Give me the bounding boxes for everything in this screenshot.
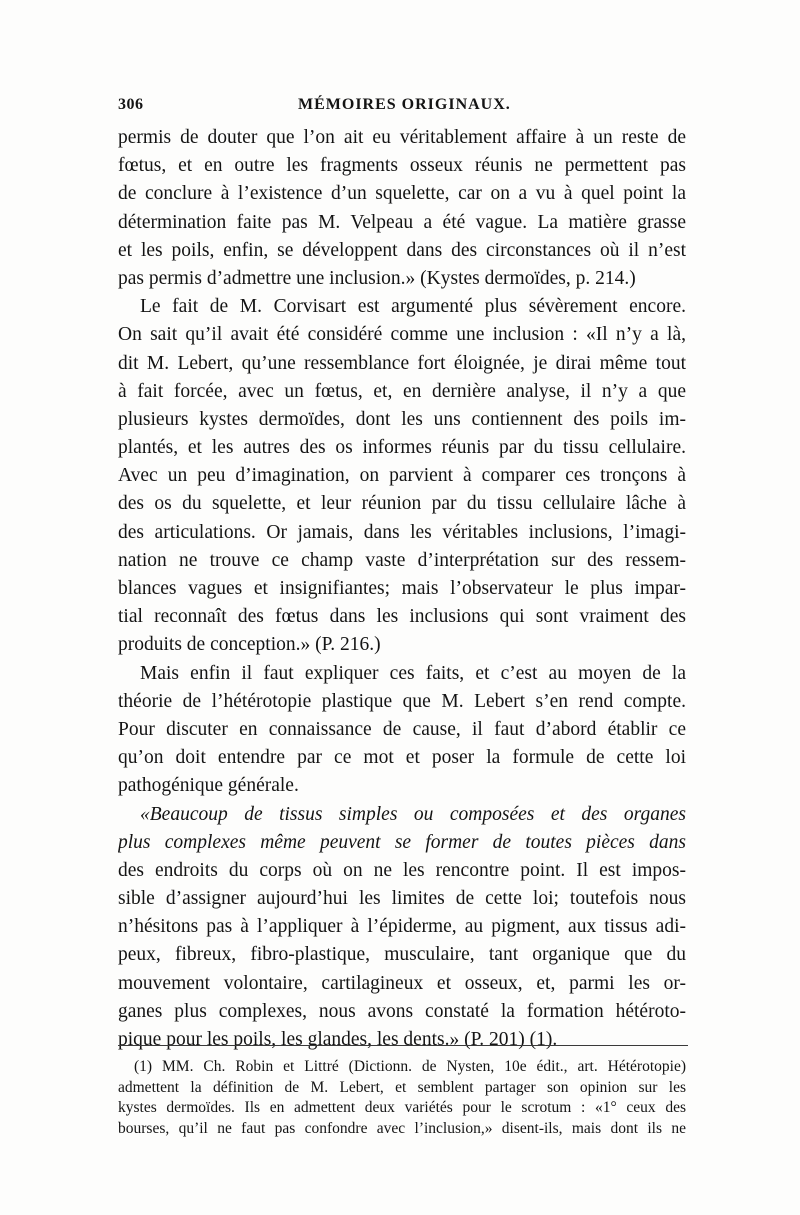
footnote-line: admettent la définition de M. Lebert, et semblent partager son opinion sur les: [118, 1078, 686, 1096]
text-line: permis de douter que l’on ait eu véritablement affaire à un reste de: [118, 127, 686, 148]
text-line: à fait forcée, avec un fœtus, et, en dernière analyse, il n’y a que: [118, 380, 686, 402]
text-line: pathogénique générale.: [118, 775, 299, 797]
text-line: plantés, et les autres des os informes réunis par du tissu cellulaire.: [118, 437, 686, 459]
text-line: Le fait de M. Corvisart est argumenté plus sévèrement encore.: [140, 296, 686, 318]
text-line: nation ne trouve ce champ vaste d’interprétation sur des ressem-: [118, 549, 686, 571]
text-line: Mais enfin il faut expliquer ces faits, et c’est au moyen de la: [140, 662, 686, 684]
footnote-line: bourses, qu’il ne faut pas confondre avec l’inclusion,» disent-ils, mais dont ils ne: [118, 1119, 686, 1137]
text-line: qu’on doit entendre par ce mot et poser la formule de cette loi: [118, 747, 686, 769]
text-line: peux, fibreux, fibro-plastique, musculaire, tant organique que du: [118, 944, 686, 966]
text-line: des endroits du corps où on ne les rencontre point. Il est impos-: [118, 859, 686, 881]
text-line: produits de conception.» (P. 216.): [118, 634, 381, 656]
text-line: des articulations. Or jamais, dans les véritables inclusions, l’imagi-: [118, 521, 686, 543]
text-line: fœtus, et en outre les fragments osseux réunis ne permettent pas: [118, 155, 686, 177]
page-header: [118, 96, 688, 120]
text-line: des os du squelette, et leur réunion par du tissu cellulaire lâche à: [118, 493, 686, 515]
text-line: dit M. Lebert, qu’une ressemblance fort éloignée, je dirai même tout: [118, 352, 686, 374]
text-line: blances vagues et insignifiantes; mais l’observateur le plus impar-: [118, 578, 686, 599]
footnote-line: kystes dermoïdes. Ils en admettent deux variétés pour le scrotum : «1° ceux des: [118, 1099, 686, 1116]
text-line: pas permis d’admettre une inclusion.» (Kystes dermoïdes, p. 214.): [118, 267, 636, 289]
text-line: et les poils, enfin, se développent dans des circonstances où il n’est: [118, 239, 686, 261]
body-text: [118, 124, 686, 1054]
text-line: mouvement volontaire, cartilagineux et osseux, et, parmi les or-: [118, 972, 686, 994]
text-line: plusieurs kystes dermoïdes, dont les uns contiennent des poils im-: [118, 408, 686, 430]
text-line: pique pour les poils, les glandes, les dents.» (P. 201) (1).: [118, 1029, 558, 1050]
text-line: Pour discuter en connaissance de cause, il faut d’abord établir ce: [118, 718, 686, 740]
italic-text-line: «Beaucoup de tissus simples ou composées et des organes: [140, 803, 686, 825]
footnote-line: (1) MM. Ch. Robin et Littré (Dictionn. de Nysten, 10e édit., art. Hétérotopie): [134, 1058, 686, 1075]
text-line: ganes plus complexes, nous avons constaté la formation hétéroto-: [118, 1000, 686, 1022]
text-line: de conclure à l’existence d’un squelette, car on a vu à quel point la: [118, 183, 686, 205]
footnotes: [118, 1057, 686, 1139]
text-line: tial reconnaît des fœtus dans les inclusions qui sont vraiment des: [118, 606, 686, 628]
footnote-divider: [118, 1045, 688, 1046]
page-number: 306: [118, 96, 144, 113]
running-title: MÉMOIRES ORIGINAUX.: [298, 96, 511, 113]
text-line: détermination faite pas M. Velpeau a été vague. La matière grasse: [118, 211, 686, 233]
text-line: n’hésitons pas à l’appliquer à l’épiderme, au pigment, aux tissus adi-: [118, 916, 686, 938]
text-line: théorie de l’hétérotopie plastique que M. Lebert s’en rend compte.: [118, 690, 686, 712]
text-line: sible d’assigner aujourd’hui les limites de cette loi; toutefois nous: [118, 888, 686, 910]
italic-text-line: plus complexes même peuvent se former de toutes pièces dans: [118, 831, 686, 853]
text-line: On sait qu’il avait été considéré comme une inclusion : «Il n’y a là,: [118, 324, 686, 346]
text-line: Avec un peu d’imagination, on parvient à comparer ces tronçons à: [118, 465, 686, 487]
